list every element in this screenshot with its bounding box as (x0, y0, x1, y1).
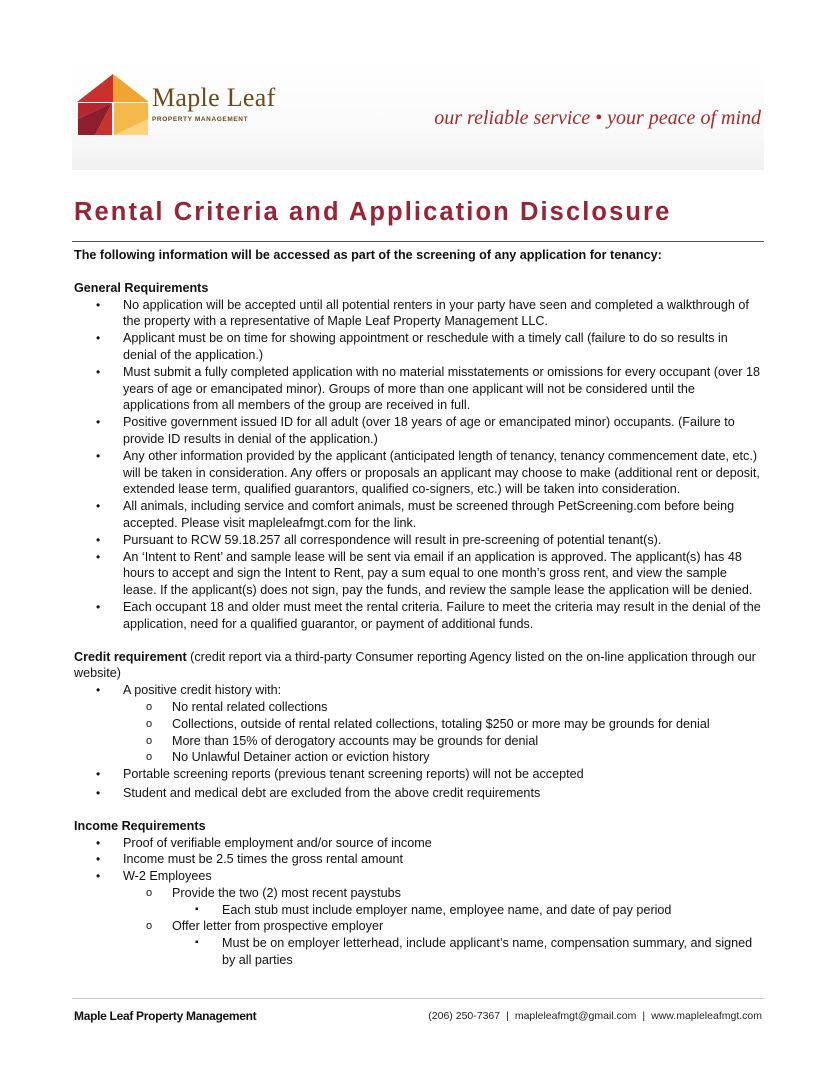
income-requirements-heading: Income Requirements (74, 818, 206, 833)
detail-item: ▪ Each stub must include employer name, employee name, and date of pay period (74, 902, 764, 919)
sub-list-item (74, 885, 764, 919)
logo-subtitle: PROPERTY MANAGEMENT (152, 116, 249, 123)
positive-history-text: A positive credit history with: (123, 683, 282, 698)
list-item: • Must submit a fully completed application with no material misstatements or omissions for every occupant (over 18 years of age or emancipated minor). Groups of more than one applicant will not be considered until the applications from all members of the group are received in full. (74, 364, 764, 414)
title-divider (72, 241, 764, 242)
paystubs-text: Provide the two (2) most recent paystubs (172, 885, 401, 900)
list-item: • Positive government issued ID for all adult (over 18 years of age or emancipated minor) occupants. (Failure to provide ID results in denial of the application.) (74, 414, 764, 448)
list-item: • Any other information provided by the applicant (anticipated length of tenancy, tenancy commencement date, etc.) will be taken in consideration. Any offers or proposals an applicant may choose to make (additional rent or deposit, extended lease term, qualified guarantors, qualified co-signers, etc.) will be taken into consideration. (74, 448, 764, 498)
footer-separator: | (506, 1010, 509, 1022)
list-item: • All animals, including service and comfort animals, must be screened through PetScreening.com before being accepted. Please visit mapleleafmgt.com for the link. (74, 498, 764, 532)
document-body (74, 247, 764, 969)
list-item: • Pursuant to RCW 59.18.257 all correspondence will result in pre-screening of potential tenant(s). (74, 532, 764, 549)
credit-heading-note: (credit report via a third-party Consumer reporting Agency listed on the on-line application through our website) (74, 649, 756, 681)
sub-list-item: o More than 15% of derogatory accounts may be grounds for denial (74, 733, 764, 750)
footer-contact (428, 1010, 762, 1022)
offer-letter-detail-list (172, 935, 764, 969)
credit-sub-list (123, 699, 764, 766)
list-item: • Income must be 2.5 times the gross rental amount (74, 851, 764, 868)
page-title: Rental Criteria and Application Disclosure (74, 198, 672, 226)
list-item (74, 868, 764, 969)
sub-list-item: o Collections, outside of rental related collections, totaling $250 or more may be grounds for denial (74, 716, 764, 733)
list-item: • Each occupant 18 and older must meet the rental criteria. Failure to meet the criteria may result in the denial of the application, need for a qualified guarantor, or payment of additional funds. (74, 599, 764, 633)
house-logo-icon (75, 72, 151, 138)
footer-divider (72, 998, 764, 999)
list-item: • Student and medical debt are excluded from the above credit requirements (74, 785, 764, 802)
paystubs-detail-list (172, 902, 764, 919)
sub-list-item: o No Unlawful Detainer action or eviction history (74, 749, 764, 766)
intro-text: The following information will be accessed as part of the screening of any application for tenancy: (74, 248, 662, 262)
w2-label: W-2 Employees (123, 869, 212, 884)
credit-heading-label: Credit requirement (74, 649, 187, 664)
list-item: • Applicant must be on time for showing appointment or reschedule with a timely call (failure to do so results in denial of the application.) (74, 330, 764, 364)
list-item: • Portable screening reports (previous tenant screening reports) will not be accepted (74, 766, 764, 783)
income-requirements-list (74, 835, 764, 969)
list-item (74, 682, 764, 766)
sub-list-item: o No rental related collections (74, 699, 764, 716)
detail-item: ▪ Must be on employer letterhead, include applicant’s name, compensation summary, and signed by all parties (74, 935, 764, 969)
sub-list-item (74, 918, 764, 968)
footer-phone: (206) 250-7367 (428, 1010, 501, 1022)
general-requirements-list (74, 297, 764, 633)
tagline: our reliable service • your peace of mind (434, 107, 761, 129)
credit-requirements-list (74, 682, 764, 802)
w2-sub-list (123, 885, 764, 969)
footer-email-link[interactable]: mapleleafmgt@gmail.com (514, 1010, 637, 1022)
footer-separator: | (642, 1010, 646, 1022)
footer-website-link[interactable]: www.mapleleafmgt.com (651, 1010, 762, 1022)
company-logo (75, 72, 275, 138)
general-requirements-heading: General Requirements (74, 280, 209, 295)
offer-letter-text: Offer letter from prospective employer (172, 919, 384, 934)
list-item: • Proof of verifiable employment and/or source of income (74, 835, 764, 852)
credit-requirement-heading (74, 649, 764, 683)
logo-name: Maple Leaf (152, 83, 276, 112)
footer-company: Maple Leaf Property Management (74, 1009, 257, 1023)
list-item: • An ‘Intent to Rent’ and sample lease will be sent via email if an application is approved. The applicant(s) has 48 hours to accept and sign the Intent to Rent, pay a sum equal to one month’s gross rent, and view the sample lease. If the applicant(s) does not sign, pay the funds, and review the sample lease the application will be denied. (74, 549, 764, 599)
list-item: • No application will be accepted until all potential renters in your party have seen and completed a walkthrough of the property with a representative of Maple Leaf Property Management LLC. (74, 297, 764, 331)
